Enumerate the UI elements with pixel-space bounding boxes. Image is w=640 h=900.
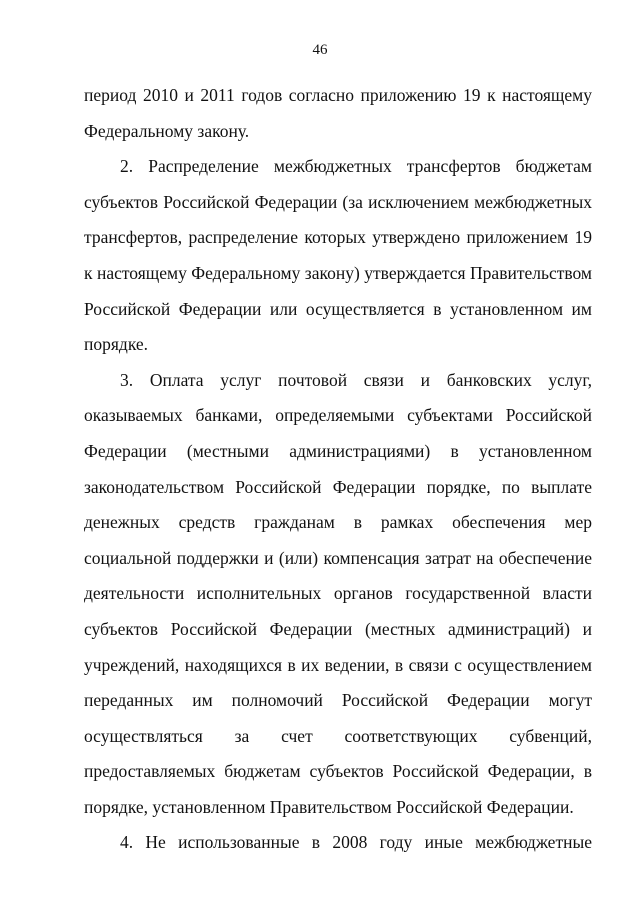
paragraph-item-3: 3. Оплата услуг почтовой связи и банковских услуг, оказываемых банками, определяемыми субъектами Российской Федерации (местными администрациями) в установленном законодательством Российской Федерации порядке, по выплате денежных средств гражданам в рамках обеспечения мер социальной поддержки и (или) компенсация затрат на обеспечение деятельности исполнительных органов государственной власти субъектов Российской Федерации (местных администраций) и учреждений, находящихся в их ведении, в связи с осуществлением переданных им полномочий Российской Федерации могут осуществляться за счет соответствующих субвенций, предоставляемых бюджетам субъектов Российской Федерации, в порядке, установленном Правительством Российской Федерации. [84, 369, 592, 817]
document-body [84, 78, 592, 861]
paragraph-continuation: период 2010 и 2011 годов согласно приложению 19 к настоящему Федеральному закону. [84, 85, 592, 141]
paragraph-item-4: 4. Не использованные в 2008 году иные межбюджетные [120, 832, 592, 853]
paragraph-item-2: 2. Распределение межбюджетных трансфертов бюджетам субъектов Российской Федерации (за исключением межбюджетных трансфертов, распределение которых утверждено приложением 19 к настоящему Федеральному закону) утверждается Правительством Российской Федерации или осуществляется в установленном им порядке. [84, 156, 592, 355]
page-number: 46 [312, 42, 328, 58]
